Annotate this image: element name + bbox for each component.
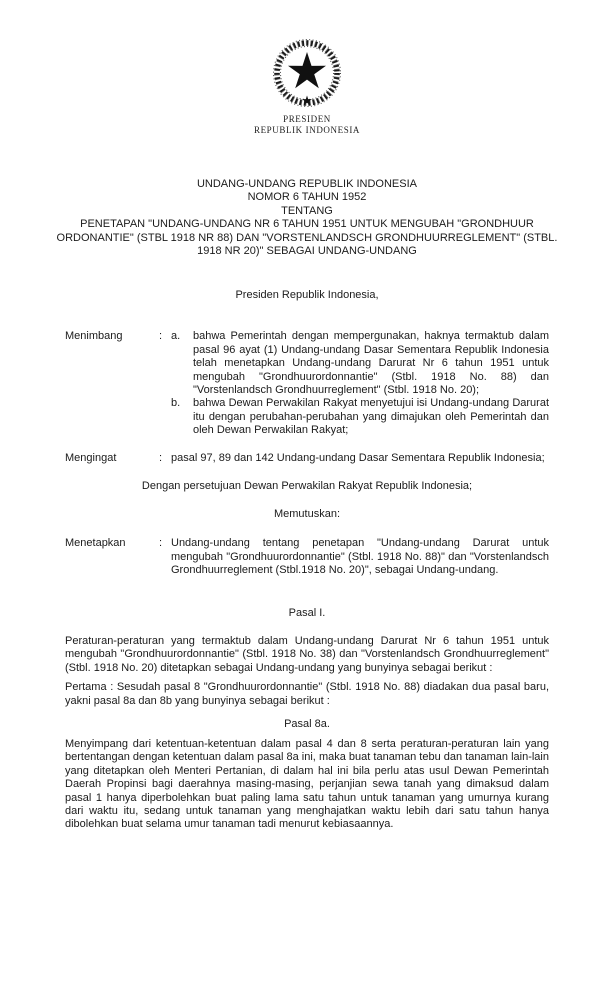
letterhead-presiden: PRESIDEN: [283, 114, 331, 124]
pasal-1-paragraph: Peraturan-peraturan yang termaktub dalam Undang-undang Darurat Nr 6 tahun 1951 untuk mengubah "Grondhuurordonnantie" (Stbl. 1918 No. 38) dan "Vorstenlandsch Grondhuurreglement" (Stbl. 1918 No. 20) ditetapkan sebagai Undang-undang yang bunyinya sebagai berikut :: [65, 634, 549, 674]
menimbang-row: [65, 330, 549, 438]
presidential-star-wreath-icon: [269, 36, 345, 110]
title-number-year: NOMOR 6 TAHUN 1952: [247, 191, 367, 204]
item-b-text: bahwa Dewan Perwakilan Rakyat menyetujui isi Undang-undang Darurat itu dengan perubahan-perubahan yang dimajukan oleh Pemerintah dan oleh Dewan Perwakilan Rakyat;: [193, 397, 549, 437]
pasal-1-heading: Pasal I.: [288, 606, 326, 619]
item-a-marker: a.: [171, 330, 181, 343]
title-law-name: UNDANG-UNDANG REPUBLIK INDONESIA: [196, 178, 418, 190]
document-title-block: [56, 178, 558, 259]
persetujuan-line: Dengan persetujuan Dewan Perwakilan Rakyat Republik Indonesia;: [141, 480, 473, 493]
mengingat-colon: :: [159, 451, 163, 464]
pasal-8a-paragraph: Menyimpang dari ketentuan-ketentuan dalam pasal 4 dan 8 serta peraturan-peraturan lain yang bertentangan dengan ketentuan dalam pasal 8a ini, maka buat tanaman tebu dan tanaman lain-lain yang ditetapkan oleh Menteri Pertanian, di dalam hal ini bila perlu atas usul Dewan Pemerintah Daerah Propinsi bagi daerahnya masing-masing, perjanjian sewa tanah yang dimaksud dalam pasal 1 hanya diperbolehkan buat paling lama satu tahun untuk tanaman yang umurnya kurang dari waktu itu, sedang untuk tanaman yang menghajatkan waktu lebih dari satu tahun hanya dibolehkan buat selama umur tanaman tadi menurut kebiasaannya.: [65, 737, 549, 831]
letterhead-republik: REPUBLIK INDONESIA: [253, 124, 361, 135]
menetapkan-label: Menetapkan: [65, 537, 126, 550]
menetapkan-text: Undang-undang tentang penetapan "Undang-undang Darurat untuk mengubah "Grondhuurordonnantie" (Stbl. 1918 No. 88)" dan "Vorstenlandsch Grondhuurreglement (Stbl.1918 No. 20)", sebagai Undang-undang.: [171, 537, 549, 577]
title-subject: PENETAPAN "UNDANG-UNDANG NR 6 TAHUN 1951 UNTUK MENGUBAH "GRONDHUUR ORDONANTIE" (STBL 1918 NR 88) DAN "VORSTENLANDSCH GRONDHUURREGLEMENT" (STBL. 1918 NR 20)" SEBAGAI UNDANG-UNDANG: [56, 218, 558, 258]
pertama-paragraph: Pertama : Sesudah pasal 8 "Grondhuurordonnantie" (Stbl. 1918 No. 88) diadakan dua pasal baru, yakni pasal 8a dan 8b yang bunyinya sebagai berikut :: [65, 681, 549, 707]
letterhead: [65, 36, 549, 135]
menimbang-colon: :: [159, 330, 163, 343]
menimbang-item-b: [171, 397, 549, 437]
mengingat-label: Mengingat: [65, 451, 117, 464]
mengingat-row: [65, 452, 549, 465]
salutation: Presiden Republik Indonesia,: [235, 288, 379, 301]
pasal-8a-heading: Pasal 8a.: [284, 718, 330, 731]
menetapkan-colon: :: [159, 537, 163, 550]
item-a-text: bahwa Pemerintah dengan mempergunakan, haknya termaktub dalam pasal 96 ayat (1) Undang-undang Dasar Sementara Republik Indonesia telah menetapkan Undang-undang Darurat Nr 6 tahun 1951 untuk mengubah "Grondhuurordonnantie" (Stbl. 1918 No. 88) dan "Vorstenlandsch Grondhuurreglement" (Stbl. 1918 No. 20);: [193, 330, 549, 396]
letterhead-caption: [65, 114, 549, 135]
mengingat-text: pasal 97, 89 dan 142 Undang-undang Dasar Sementara Republik Indonesia;: [171, 451, 545, 464]
preamble: [65, 330, 549, 577]
memutuskan-heading: Memutuskan:: [273, 507, 341, 520]
title-tentang: TENTANG: [281, 204, 333, 217]
menimbang-label: Menimbang: [65, 330, 123, 343]
menimbang-item-a: [171, 330, 549, 397]
menimbang-body: [171, 330, 549, 438]
menetapkan-row: [65, 537, 549, 577]
item-b-marker: b.: [171, 397, 181, 410]
